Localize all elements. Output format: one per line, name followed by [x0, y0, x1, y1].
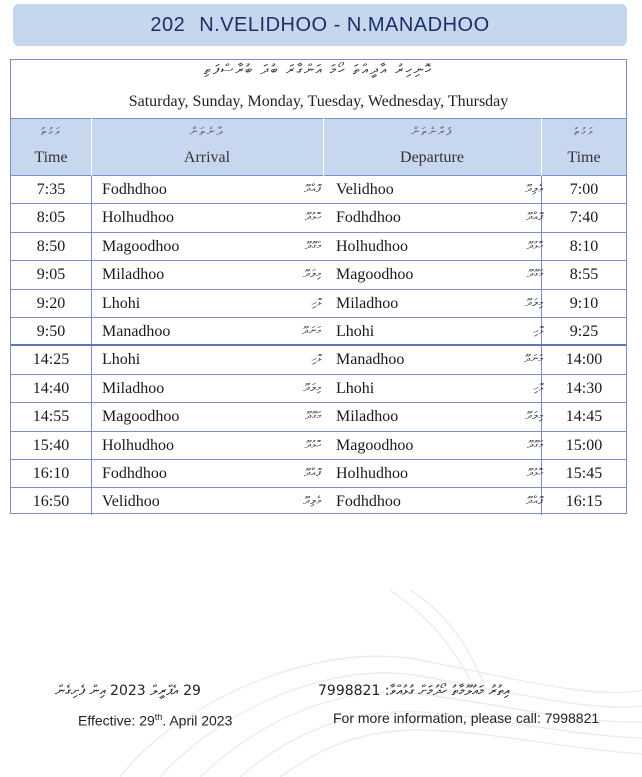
departure-place: Fodhdhoo	[336, 493, 401, 511]
departure-place: Lhohi	[336, 379, 375, 397]
table-row	[11, 375, 626, 403]
table-row	[11, 290, 626, 318]
header-departure	[323, 119, 541, 175]
departure-place-dv: ވެލިދޫ	[525, 182, 543, 195]
header-divider	[91, 118, 92, 176]
route-number: 202	[150, 13, 186, 36]
departure-place: Holhudhoo	[336, 464, 408, 482]
departure-time: 7:00	[569, 181, 599, 198]
table-row	[11, 346, 626, 374]
arrival-time: 8:50	[36, 237, 66, 255]
contact-info: For more information, please call: 7998821	[333, 710, 600, 726]
arrival-time: 9:20	[36, 294, 66, 312]
arrival-place-dv: މަގޫދޫ	[305, 409, 321, 423]
departure-time: 15:45	[565, 464, 603, 482]
departure-place: Fodhdhoo	[336, 209, 401, 227]
header-arrival	[91, 119, 323, 175]
departure-place: Magoodhoo	[336, 266, 414, 284]
table-row	[11, 318, 626, 346]
header-arrival-en: Arrival	[183, 149, 231, 166]
departure-time: 9:25	[569, 322, 599, 340]
arrival-time: 14:25	[32, 351, 70, 369]
days-english: Saturday, Sunday, Monday, Tuesday, Wednesday, Thursday	[128, 93, 509, 110]
header-departure-time-dv: ވަގުތު	[573, 125, 595, 138]
arrival-place-dv: ވެލިދޫ	[303, 494, 321, 508]
departure-time: 15:00	[565, 436, 603, 454]
departure-place-dv: ހޮޅުދޫ	[526, 465, 543, 479]
arrival-place: Magoodhoo	[102, 237, 180, 255]
departure-time: 7:40	[569, 209, 599, 227]
departure-place-dv: މަނަދޫ	[523, 352, 543, 366]
arrival-place-dv: މިލަދޫ	[303, 267, 321, 281]
arrival-place: Miladhoo	[102, 379, 165, 397]
table-row	[11, 403, 626, 431]
schedule-table	[10, 59, 627, 514]
arrival-time: 16:10	[32, 464, 70, 482]
table-row	[11, 488, 626, 516]
departure-time: 14:30	[565, 379, 603, 397]
departure-time: 16:15	[565, 493, 603, 511]
departure-place-dv: މިލަދޫ	[525, 295, 543, 309]
arrival-place-dv: މަގޫދޫ	[305, 238, 321, 252]
departure-place-dv: ޅޮހި	[533, 380, 543, 394]
days-dhivehi: ހޮނިހިރު އާދީއްތަ ހޯމަ އަންގާރަ ބުދަ ބުރާސްފަތި	[203, 62, 434, 78]
arrival-place: Magoodhoo	[102, 408, 180, 426]
arrival-place-dv: ފޮއްދޫ	[303, 182, 321, 195]
table-row	[11, 204, 626, 232]
header-departure-en: Departure	[400, 149, 464, 166]
header-departure-time-en: Time	[567, 149, 601, 166]
arrival-time: 16:50	[32, 493, 70, 511]
header-divider	[323, 118, 324, 176]
departure-time: 9:10	[569, 294, 599, 312]
departure-place: Manadhoo	[336, 351, 405, 369]
header-arrival-time-en: Time	[34, 149, 68, 166]
departure-place-dv: ޅޮހި	[533, 323, 543, 337]
departure-time: 14:45	[565, 408, 603, 426]
departure-place: Magoodhoo	[336, 436, 414, 454]
effective-date-dv: 29 އެޕްރީލް 2023 އިން ފެށިގެން	[55, 683, 201, 699]
contact-info-dv: އިތުރު މައުލޫމާތު ހޯދުމަށް ގުޅުއްވާ: 7998821	[318, 683, 510, 699]
header-arrival-time-dv: ވަގުތު	[40, 125, 62, 138]
table-row	[11, 460, 626, 488]
arrival-time: 7:35	[36, 181, 66, 198]
departure-place-dv: މިލަދޫ	[525, 409, 543, 423]
effective-date-day: Effective: 29	[78, 712, 155, 729]
arrival-place: Velidhoo	[102, 493, 160, 511]
arrival-place: Miladhoo	[102, 266, 165, 284]
departure-place-dv: މަގޫދޫ	[527, 267, 543, 281]
arrival-time: 8:05	[36, 209, 66, 227]
arrival-place-dv: ފޮއްދޫ	[303, 465, 321, 479]
arrival-place-dv: މިލަދޫ	[303, 380, 321, 394]
arrival-place-dv: ހޮޅުދޫ	[304, 437, 321, 451]
header-departure-time	[541, 119, 627, 175]
departure-place: Miladhoo	[336, 408, 399, 426]
effective-date-month-year: . April 2023	[162, 712, 233, 729]
arrival-time: 9:05	[36, 266, 66, 284]
departure-place-dv: މަގޫދޫ	[527, 437, 543, 451]
table-row	[11, 432, 626, 460]
arrival-place: Fodhdhoo	[102, 464, 167, 482]
arrival-place: Holhudhoo	[102, 436, 174, 454]
departure-place: Lhohi	[336, 322, 375, 340]
header-arrival-time	[11, 119, 91, 175]
effective-date-suffix: th	[154, 712, 163, 722]
arrival-place: Lhohi	[102, 294, 141, 312]
table-row	[11, 233, 626, 261]
route-name: N.VELIDHOO - N.MANADHOO	[199, 13, 490, 36]
arrival-place-dv: ޅޮހި	[311, 352, 321, 366]
departure-place: Miladhoo	[336, 294, 399, 312]
arrival-time: 14:40	[32, 379, 70, 397]
arrival-time: 9:50	[36, 322, 66, 340]
header-departure-dv: ފުރާނެތަން	[411, 125, 453, 138]
departure-time: 8:55	[569, 266, 599, 284]
header-divider	[541, 118, 542, 176]
schedule-rows	[11, 176, 626, 517]
effective-date	[78, 712, 232, 729]
arrival-place-dv: މަނަދޫ	[301, 323, 321, 337]
arrival-place: Manadhoo	[102, 322, 171, 340]
departure-place: Velidhoo	[336, 181, 394, 198]
table-row	[11, 176, 626, 204]
departure-time: 8:10	[569, 237, 599, 255]
route-title-bar	[13, 4, 627, 46]
arrival-place: Holhudhoo	[102, 209, 174, 227]
arrival-place-dv: ޅޮހި	[311, 295, 321, 309]
departure-place-dv: ފޮއްދޫ	[525, 210, 543, 224]
arrival-time: 14:55	[32, 408, 70, 426]
departure-place-dv: ހޮޅުދޫ	[526, 238, 543, 252]
departure-time: 14:00	[565, 351, 603, 369]
table-header	[11, 118, 626, 176]
table-row	[11, 261, 626, 289]
header-arrival-dv: ދާނެތަން	[189, 125, 225, 138]
departure-place: Holhudhoo	[336, 237, 408, 255]
arrival-place: Lhohi	[102, 351, 141, 369]
arrival-place: Fodhdhoo	[102, 181, 167, 198]
arrival-place-dv: ހޮޅުދޫ	[304, 210, 321, 224]
arrival-time: 15:40	[32, 436, 70, 454]
departure-place-dv: ފޮއްދޫ	[525, 494, 543, 508]
